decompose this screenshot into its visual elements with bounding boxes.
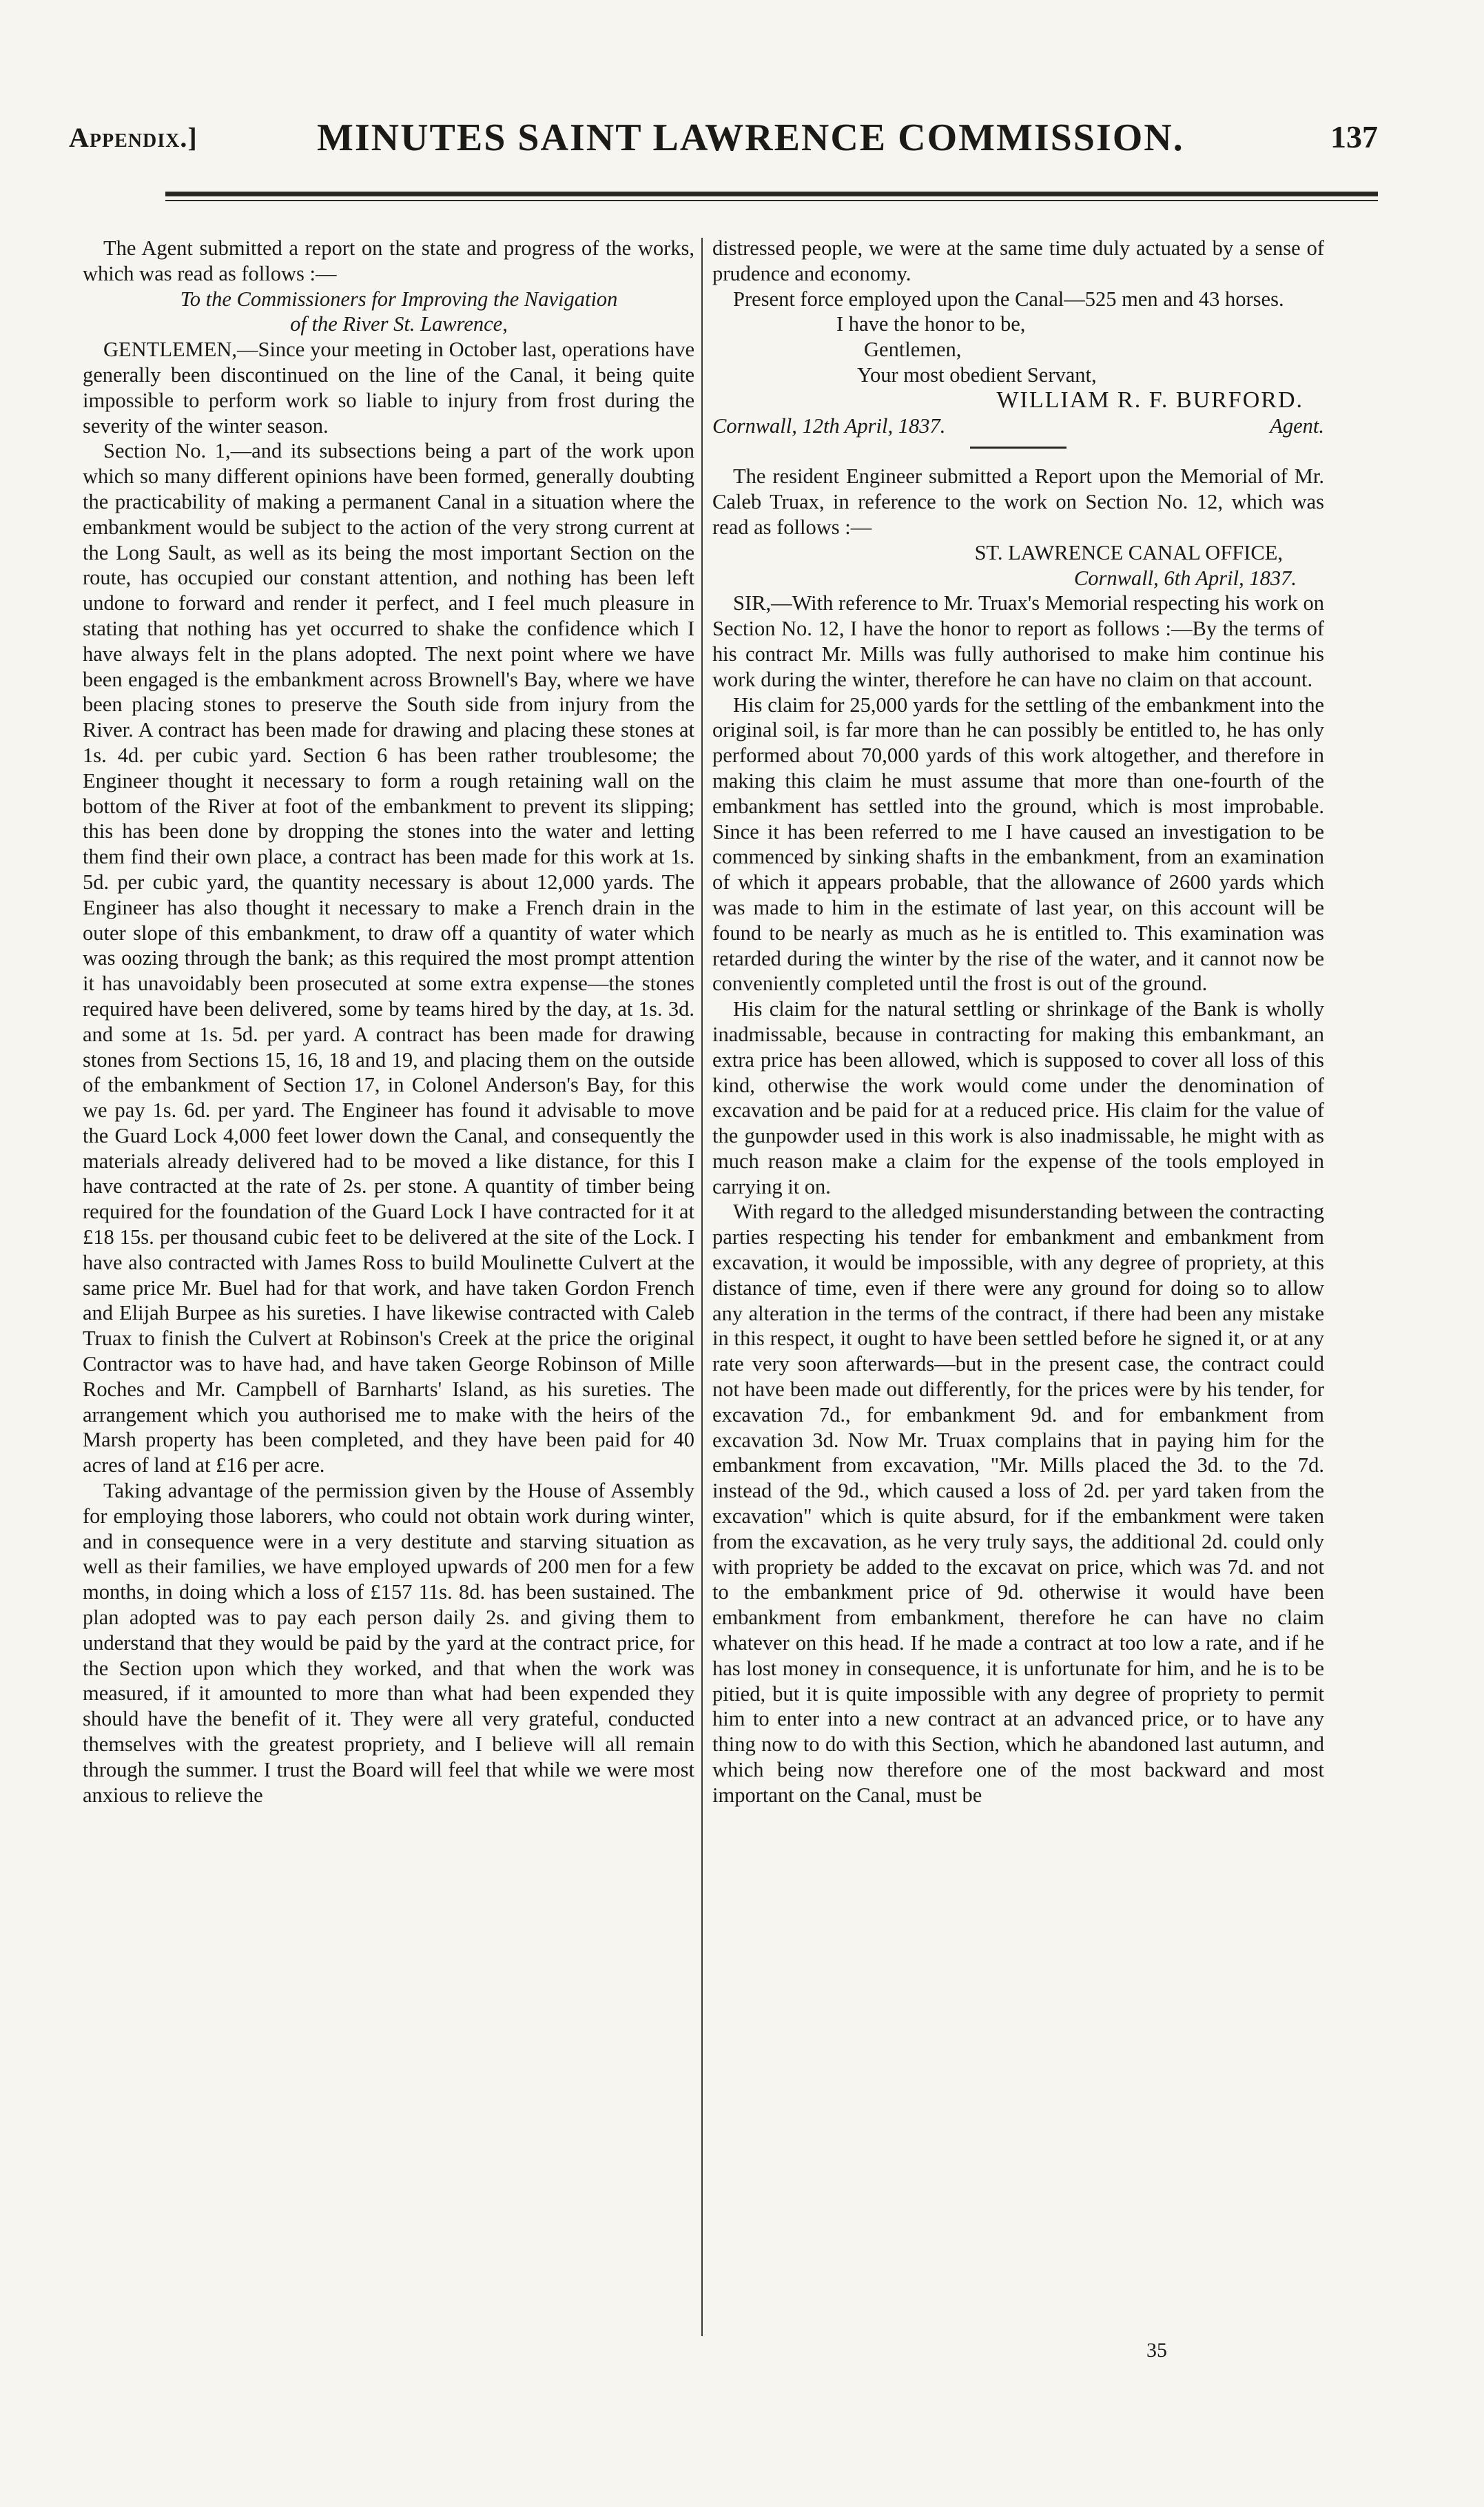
closing-servant: Your most obedient Servant, — [857, 362, 1097, 387]
address-line-1: To the Commissioners for Improving the Navigation — [180, 287, 618, 311]
paragraph-misunderstanding: With regard to the alledged misunderstanding between the contracting parties respecting his tender for embankment and embankment from excavation, it would be impossible, with any degree of propriety, at this distance of time, even if there were any ground for doing so to allow any alteration in the terms of the contract, if there had been any mistake in this respect, it ought to have been settled before he signed it, or at any rate very soon afterwards—but in the present case, the contract could not have been made out differently, for the prices were by his tender, for excavation 7d., for embankment 9d. and for embankment from excavation 3d. Now Mr. Truax complains that in paying him for the embankment from excavation, "Mr. Mills placed the 3d. to the 7d. instead of the 9d., which caused a loss of 2d. per yard taken from the excavation" which is quite absurd, for if the embankment were taken from the excavation, as he very truly says, the additional 2d. could only with propriety be added to the excavat on price, which was 7d. and not to the embankment price of 9d. otherwise it would have been embankment from embankment, therefore he can have no claim whatever on this head. If he made a contract at too low a rate, and if he has lost money in consequence, it is unfortunate for him, and he is to be pitied, but it is quite impossible with any degree of propriety to permit him to enter into a new contract at an advanced price, or to have any thing now to do with this Section, which he abandoned last autumn, and which being now therefore one of the most backward and most important on the Canal, must be — [712, 1200, 1324, 1807]
signer-name: WILLIAM R. F. BURFORD. — [996, 387, 1303, 413]
header-rule-thick — [165, 192, 1378, 196]
paragraph-section-1: Section No. 1,—and its subsections being a part of the work upon which so many different opinions have been formed, generally doubting the practicability of making a permanent Canal in a situation where the embankment would be subject to the action of the very strong current at the Long Sault, as well as its being the most important Section on the route, has occupied our constant attention, and nothing has been left undone to forward and render it perfect, and I feel much pleasure in stating that nothing has yet occurred to shake the confidence which I have always felt in the plans adopted. The next point where we have been engaged is the embankment across Brownell's Bay, where we have been placing stones to preserve the South side from injury from the River. A contract has been made for drawing and placing these stones at 1s. 4d. per cubic yard. Section 6 has been rather troublesome; the Engineer thought it necessary to form a rough retaining wall on the bottom of the River at foot of the embankment to prevent its slipping; this has been done by dropping the stones into the water and letting them find their own place, a contract has been made for this work at 1s. 5d. per cubic yard, the quantity necessary is about 12,000 yards. The Engineer has also thought it necessary to make a French drain in the outer slope of this embankment, to draw off a quantity of water which was oozing through the bank; as this required the most prompt attention it has unavoidably been prosecuted at some extra expense—the stones required have been delivered, some by teams hired by the day, at 1s. 3d. and some at 1s. 5d. per yard. A contract has been made for drawing stones from Sections 15, 16, 18 and 19, and placing them on the outside of the embankment of Section 17, in Colonel Anderson's Bay, for this we pay 1s. 6d. per yard. The Engineer has found it advisable to move the Guard Lock 4,000 feet lower down the Canal, and consequently the materials already delivered had to be moved a like distance, for this I have contracted at the rate of 2s. per stone. A quantity of timber being required for the foundation of the Guard Lock I have contracted for it at £18 15s. per thousand cubic feet to be delivered at the site of the Lock. I have also contracted with James Ross to build Moulinette Culvert at the same price Mr. Buel had for that work, and have taken Gordon French and Elijah Burpee as his sureties. I have likewise contracted with Caleb Truax to finish the Culvert at Robinson's Creek at the price the original Contractor was to have had, and have taken George Robinson of Mille Roches and Mr. Campbell of Barnharts' Island, as his sureties. The arrangement which you authorised me to make with the heirs of the Marsh property has been completed, and they have been paid for 40 acres of land at £16 per acre. — [83, 439, 694, 1477]
paragraph-continued: distressed people, we were at the same time duly actuated by a sense of prudence and economy. — [712, 236, 1324, 285]
date-line — [712, 413, 1324, 439]
office-date: Cornwall, 6th April, 1837. — [1073, 566, 1297, 590]
page-title: MINUTES SAINT LAWRENCE COMMISSION. — [317, 116, 1184, 159]
paragraph-force: Present force employed upon the Canal—525 men and 43 horses. — [733, 287, 1284, 311]
section-separator — [970, 447, 1066, 449]
left-column — [83, 236, 694, 1808]
paragraph-claim-shrinkage: His claim for the natural settling or shrinkage of the Bank is wholly inadmissable, because in contracting for making this embankmant, an extra price has been allowed, which is supposed to cover all loss of this kind, otherwise the work would come under the denomination of excavation and be paid for at a reduced price. His claim for the value of the gunpowder used in this work is also inadmissable, he might with as much reason make a claim for the expense of the tools employed in carrying it on. — [712, 997, 1324, 1198]
engineer-report-intro: The resident Engineer submitted a Report upon the Memorial of Mr. Caleb Truax, in reference to the work on Section No. 12, which was read as follows :— — [712, 464, 1324, 539]
signature-mark: 35 — [1146, 2339, 1167, 2362]
closing-honor: I have the honor to be, — [836, 312, 1026, 336]
closing-gentlemen: Gentlemen, — [864, 338, 962, 362]
header-rule-thin — [165, 200, 1378, 201]
date-place: Cornwall, 12th April, 1837. — [712, 413, 946, 438]
paragraph-claim-25000: His claim for 25,000 yards for the settling of the embankment into the original soil, is far more than he can possibly be entitled to, he has only performed about 70,000 yards of this work altogether, and therefore in making this claim he must assume that more than one-fourth of the embankment has settled into the ground, which is most improbable. Since it has been referred to me I have caused an investigation to be commenced by sinking shafts in the embankment, from an examination of which it appears probable, that the allowance of 2600 yards which was made to him in the estimate of last year, on this account will be found to be nearly as much as he is entitled to. This examination was retarded during the winter by the rise of the water, and it cannot now be conveniently completed until the frost is out of the ground. — [712, 693, 1324, 996]
section-label: Appendix.] — [69, 122, 198, 153]
office-heading: ST. LAWRENCE CANAL OFFICE, — [974, 540, 1283, 564]
right-column — [712, 236, 1324, 1808]
column-divider — [701, 238, 703, 2336]
running-header — [69, 116, 1378, 164]
paragraph-sir: SIR,—With reference to Mr. Truax's Memorial respecting his work on Section No. 12, I have the honor to report as follows :—By the terms of his contract Mr. Mills was fully authorised to make him continue his work during the winter, therefore he can have no claim on that account. — [712, 591, 1324, 691]
paragraph-laborers: Taking advantage of the permission given by the House of Assembly for employing those laborers, who could not obtain work during winter, and in consequence were in a very destitute and starving situation as well as their families, we have employed upwards of 200 men for a few months, in doing which a loss of £157 11s. 8d. has been sustained. The plan adopted was to pay each person daily 2s. and giving them to understand that they would be paid by the yard at the contract price, for the Section upon which they worked, and that when the work was measured, if it amounted to more than what had been expended they should have the benefit of it. They were all very grateful, conducted themselves with the greatest propriety, and I believe will all remain through the summer. I trust the Board will feel that while we were most anxious to relieve the — [83, 1479, 694, 1807]
address-line-2: of the River St. Lawrence, — [290, 312, 508, 336]
page-number: 137 — [1330, 119, 1378, 154]
paragraph-gentlemen: GENTLEMEN,—Since your meeting in October last, operations have generally been discontinued on the line of the Canal, it being quite impossible to perform work so liable to injury from frost during the severity of the winter season. — [83, 338, 694, 438]
agent-report-intro: The Agent submitted a report on the state and progress of the works, which was read as follows :— — [83, 236, 694, 285]
signer-title: Agent. — [1270, 413, 1324, 438]
